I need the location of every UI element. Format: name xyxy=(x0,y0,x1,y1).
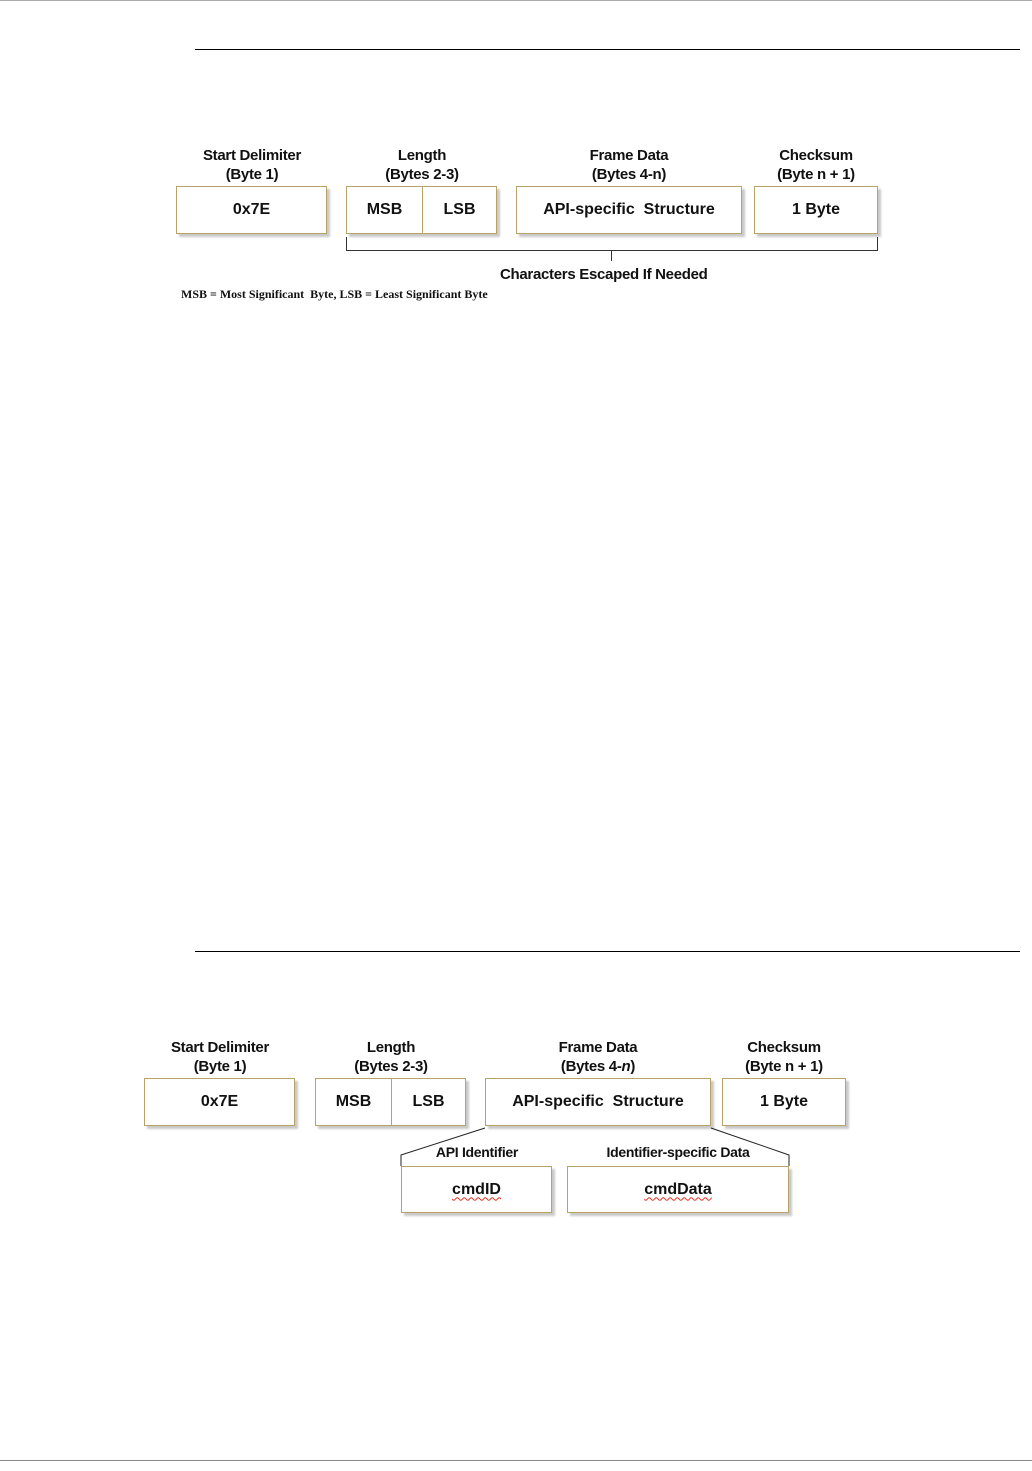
header-line: Checksum xyxy=(779,147,853,164)
header-italic-var: n xyxy=(621,1058,631,1075)
checksum-value-2: 1 Byte xyxy=(759,1093,809,1110)
header-line: (Bytes 2-3) xyxy=(354,1058,428,1075)
header-line: (Byte n + 1) xyxy=(777,166,855,183)
page-bottom-border xyxy=(0,1460,1032,1461)
cmd-id-value xyxy=(402,1167,551,1212)
sub-header-api-identifier: API Identifier xyxy=(435,1144,519,1160)
msb-cell: MSB xyxy=(366,201,403,218)
cmd-data-box xyxy=(567,1166,789,1213)
start-delimiter-value-2: 0x7E xyxy=(200,1093,239,1110)
checksum-value: 1 Byte xyxy=(791,201,841,218)
cmd-id-box xyxy=(401,1166,552,1213)
lsb-cell: LSB xyxy=(443,201,476,218)
cmd-id-text: cmdID xyxy=(452,1180,501,1198)
frame-data-value: API-specific Structure xyxy=(543,201,715,218)
frame-data-value-2: API-specific Structure xyxy=(512,1093,684,1110)
msb-cell-2: MSB xyxy=(335,1093,372,1110)
header-line: Checksum xyxy=(747,1039,821,1056)
header-line: (Byte 1) xyxy=(225,166,279,183)
start-delimiter-value: 0x7E xyxy=(232,201,271,218)
header-line: Length xyxy=(397,147,447,164)
header-line: Start Delimiter xyxy=(202,147,302,164)
header-line: Frame Data xyxy=(558,1039,638,1056)
header-line: Frame Data xyxy=(589,147,669,164)
header-line: (Bytes 4-n) xyxy=(591,166,667,183)
header-line: Length xyxy=(366,1039,416,1056)
legend-text: MSB = Most Significant Byte, LSB = Least Significant Byte xyxy=(181,287,488,301)
header-part: (Bytes 4- xyxy=(560,1058,622,1075)
header-line: Start Delimiter xyxy=(170,1039,270,1056)
header-line: (Byte n + 1) xyxy=(745,1058,823,1075)
cmd-data-value xyxy=(568,1167,788,1212)
header-part: ) xyxy=(630,1058,636,1075)
cmd-data-text: cmdData xyxy=(644,1180,712,1198)
header-line: (Byte 1) xyxy=(193,1058,247,1075)
header-line: (Bytes 2-3) xyxy=(385,166,459,183)
lsb-cell-2: LSB xyxy=(412,1093,445,1110)
sub-header-identifier-data: Identifier-specific Data xyxy=(606,1144,750,1160)
escape-label: Characters Escaped If Needed xyxy=(500,266,708,283)
